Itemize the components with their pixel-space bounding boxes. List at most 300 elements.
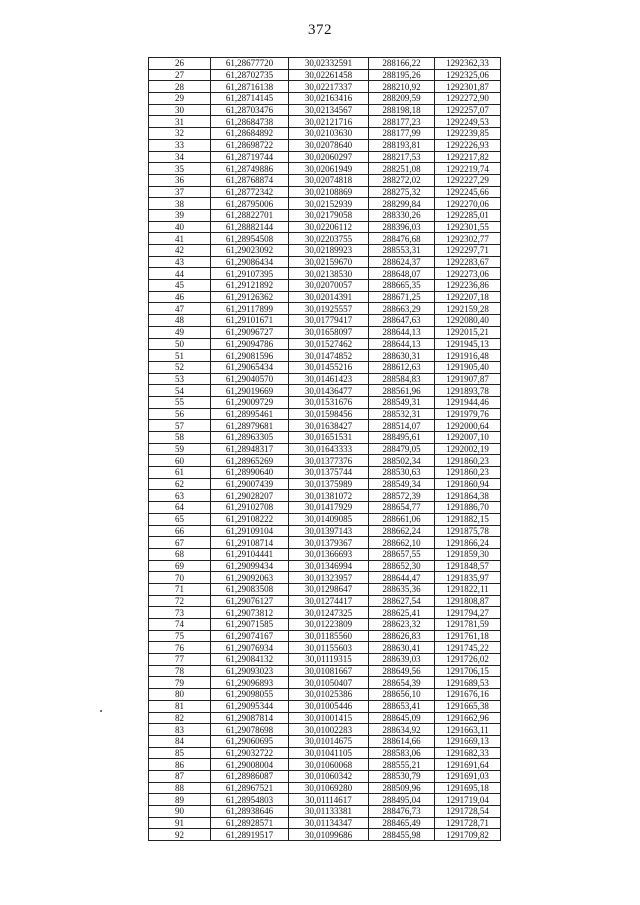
longitude-cell: 30,02078640 — [289, 139, 369, 151]
longitude-cell: 30,01041105 — [289, 747, 369, 759]
y-coordinate-cell: 1291728,54 — [435, 806, 501, 818]
point-number-cell: 64 — [149, 502, 211, 514]
latitude-cell: 61,29060695 — [211, 735, 289, 747]
latitude-cell: 61,29117899 — [211, 303, 289, 315]
latitude-cell: 61,28749886 — [211, 163, 289, 175]
table-row — [149, 700, 501, 712]
table-row — [149, 712, 501, 724]
x-coordinate-cell: 288626,83 — [369, 630, 435, 642]
point-number-cell: 92 — [149, 829, 211, 841]
longitude-cell: 30,01417929 — [289, 502, 369, 514]
latitude-cell: 61,28684892 — [211, 128, 289, 140]
point-number-cell: 32 — [149, 128, 211, 140]
y-coordinate-cell: 1292283,67 — [435, 256, 501, 268]
y-coordinate-cell: 1291691,03 — [435, 770, 501, 782]
longitude-cell: 30,02152939 — [289, 198, 369, 210]
point-number-cell: 37 — [149, 186, 211, 198]
point-number-cell: 57 — [149, 420, 211, 432]
coordinates-table-body — [149, 58, 501, 841]
latitude-cell: 61,29008004 — [211, 759, 289, 771]
latitude-cell: 61,28772342 — [211, 186, 289, 198]
y-coordinate-cell: 1291665,38 — [435, 700, 501, 712]
latitude-cell: 61,28967521 — [211, 782, 289, 794]
y-coordinate-cell: 1292245,66 — [435, 186, 501, 198]
y-coordinate-cell: 1292257,07 — [435, 104, 501, 116]
table-row — [149, 233, 501, 245]
table-row — [149, 724, 501, 736]
x-coordinate-cell: 288635,36 — [369, 583, 435, 595]
x-coordinate-cell: 288584,83 — [369, 373, 435, 385]
point-number-cell: 47 — [149, 303, 211, 315]
latitude-cell: 61,29108222 — [211, 513, 289, 525]
table-row — [149, 104, 501, 116]
point-number-cell: 91 — [149, 817, 211, 829]
longitude-cell: 30,01014675 — [289, 735, 369, 747]
table-row — [149, 408, 501, 420]
longitude-cell: 30,02206112 — [289, 221, 369, 233]
x-coordinate-cell: 288654,77 — [369, 502, 435, 514]
point-number-cell: 40 — [149, 221, 211, 233]
latitude-cell: 61,29076934 — [211, 642, 289, 654]
point-number-cell: 80 — [149, 689, 211, 701]
longitude-cell: 30,01375744 — [289, 467, 369, 479]
x-coordinate-cell: 288572,39 — [369, 490, 435, 502]
x-coordinate-cell: 288645,09 — [369, 712, 435, 724]
page-number: 372 — [308, 22, 332, 38]
table-row — [149, 759, 501, 771]
table-row — [149, 654, 501, 666]
latitude-cell: 61,29099434 — [211, 560, 289, 572]
point-number-cell: 75 — [149, 630, 211, 642]
latitude-cell: 61,29086434 — [211, 256, 289, 268]
latitude-cell: 61,28716138 — [211, 81, 289, 93]
longitude-cell: 30,02332591 — [289, 58, 369, 70]
x-coordinate-cell: 288514,07 — [369, 420, 435, 432]
table-row — [149, 572, 501, 584]
y-coordinate-cell: 1292270,06 — [435, 198, 501, 210]
table-row — [149, 513, 501, 525]
point-number-cell: 83 — [149, 724, 211, 736]
longitude-cell: 30,02179058 — [289, 209, 369, 221]
longitude-cell: 30,01223809 — [289, 619, 369, 631]
x-coordinate-cell: 288654,39 — [369, 677, 435, 689]
longitude-cell: 30,01455216 — [289, 361, 369, 373]
y-coordinate-cell: 1292227,29 — [435, 174, 501, 186]
table-row — [149, 338, 501, 350]
longitude-cell: 30,01366693 — [289, 548, 369, 560]
longitude-cell: 30,01155603 — [289, 642, 369, 654]
point-number-cell: 66 — [149, 525, 211, 537]
point-number-cell: 46 — [149, 291, 211, 303]
x-coordinate-cell: 288634,92 — [369, 724, 435, 736]
point-number-cell: 78 — [149, 665, 211, 677]
longitude-cell: 30,02217337 — [289, 81, 369, 93]
x-coordinate-cell: 288549,31 — [369, 396, 435, 408]
y-coordinate-cell: 1292239,85 — [435, 128, 501, 140]
x-coordinate-cell: 288299,84 — [369, 198, 435, 210]
x-coordinate-cell: 288330,26 — [369, 209, 435, 221]
latitude-cell: 61,28979681 — [211, 420, 289, 432]
longitude-cell: 30,02261458 — [289, 69, 369, 81]
latitude-cell: 61,29107395 — [211, 268, 289, 280]
x-coordinate-cell: 288662,10 — [369, 537, 435, 549]
longitude-cell: 30,01119315 — [289, 654, 369, 666]
x-coordinate-cell: 288662,24 — [369, 525, 435, 537]
x-coordinate-cell: 288177,99 — [369, 128, 435, 140]
x-coordinate-cell: 288549,34 — [369, 478, 435, 490]
latitude-cell: 61,28954508 — [211, 233, 289, 245]
longitude-cell: 30,01474852 — [289, 350, 369, 362]
table-row — [149, 583, 501, 595]
latitude-cell: 61,29102708 — [211, 502, 289, 514]
latitude-cell: 61,29121892 — [211, 280, 289, 292]
longitude-cell: 30,01069280 — [289, 782, 369, 794]
point-number-cell: 38 — [149, 198, 211, 210]
x-coordinate-cell: 288476,73 — [369, 806, 435, 818]
x-coordinate-cell: 288476,68 — [369, 233, 435, 245]
table-row — [149, 93, 501, 105]
x-coordinate-cell: 288555,21 — [369, 759, 435, 771]
latitude-cell: 61,29032722 — [211, 747, 289, 759]
longitude-cell: 30,01025386 — [289, 689, 369, 701]
table-row — [149, 432, 501, 444]
y-coordinate-cell: 1291979,76 — [435, 408, 501, 420]
point-number-cell: 67 — [149, 537, 211, 549]
longitude-cell: 30,02134567 — [289, 104, 369, 116]
point-number-cell: 71 — [149, 583, 211, 595]
y-coordinate-cell: 1291893,78 — [435, 385, 501, 397]
longitude-cell: 30,01436477 — [289, 385, 369, 397]
scan-speck — [100, 710, 102, 712]
table-row — [149, 256, 501, 268]
point-number-cell: 76 — [149, 642, 211, 654]
x-coordinate-cell: 288656,10 — [369, 689, 435, 701]
longitude-cell: 30,01134347 — [289, 817, 369, 829]
x-coordinate-cell: 288502,34 — [369, 455, 435, 467]
longitude-cell: 30,01461423 — [289, 373, 369, 385]
latitude-cell: 61,28986087 — [211, 770, 289, 782]
y-coordinate-cell: 1292007,10 — [435, 432, 501, 444]
x-coordinate-cell: 288195,26 — [369, 69, 435, 81]
point-number-cell: 86 — [149, 759, 211, 771]
table-row — [149, 128, 501, 140]
y-coordinate-cell: 1291689,53 — [435, 677, 501, 689]
longitude-cell: 30,01081667 — [289, 665, 369, 677]
point-number-cell: 31 — [149, 116, 211, 128]
longitude-cell: 30,02138530 — [289, 268, 369, 280]
y-coordinate-cell: 1291663,11 — [435, 724, 501, 736]
table-row — [149, 373, 501, 385]
table-row — [149, 81, 501, 93]
latitude-cell: 61,28948317 — [211, 443, 289, 455]
table-row — [149, 151, 501, 163]
table-row — [149, 630, 501, 642]
table-row — [149, 268, 501, 280]
x-coordinate-cell: 288663,29 — [369, 303, 435, 315]
y-coordinate-cell: 1291761,18 — [435, 630, 501, 642]
y-coordinate-cell: 1291781,59 — [435, 619, 501, 631]
point-number-cell: 85 — [149, 747, 211, 759]
latitude-cell: 61,28928571 — [211, 817, 289, 829]
point-number-cell: 30 — [149, 104, 211, 116]
table-row — [149, 782, 501, 794]
x-coordinate-cell: 288495,04 — [369, 794, 435, 806]
latitude-cell: 61,29108714 — [211, 537, 289, 549]
longitude-cell: 30,01531676 — [289, 396, 369, 408]
y-coordinate-cell: 1292273,06 — [435, 268, 501, 280]
point-number-cell: 61 — [149, 467, 211, 479]
x-coordinate-cell: 288652,30 — [369, 560, 435, 572]
table-row — [149, 665, 501, 677]
y-coordinate-cell: 1291860,94 — [435, 478, 501, 490]
longitude-cell: 30,01409085 — [289, 513, 369, 525]
longitude-cell: 30,01651531 — [289, 432, 369, 444]
x-coordinate-cell: 288251,08 — [369, 163, 435, 175]
x-coordinate-cell: 288653,41 — [369, 700, 435, 712]
x-coordinate-cell: 288166,22 — [369, 58, 435, 70]
longitude-cell: 30,01099686 — [289, 829, 369, 841]
point-number-cell: 35 — [149, 163, 211, 175]
point-number-cell: 29 — [149, 93, 211, 105]
point-number-cell: 49 — [149, 326, 211, 338]
table-row — [149, 455, 501, 467]
table-row — [149, 735, 501, 747]
latitude-cell: 61,29095344 — [211, 700, 289, 712]
y-coordinate-cell: 1292080,40 — [435, 315, 501, 327]
table-row — [149, 689, 501, 701]
table-row — [149, 221, 501, 233]
x-coordinate-cell: 288217,53 — [369, 151, 435, 163]
table-row — [149, 490, 501, 502]
table-row — [149, 829, 501, 841]
x-coordinate-cell: 288530,79 — [369, 770, 435, 782]
point-number-cell: 44 — [149, 268, 211, 280]
y-coordinate-cell: 1291859,30 — [435, 548, 501, 560]
latitude-cell: 61,28995461 — [211, 408, 289, 420]
table-row — [149, 186, 501, 198]
y-coordinate-cell: 1292226,93 — [435, 139, 501, 151]
longitude-cell: 30,02108869 — [289, 186, 369, 198]
y-coordinate-cell: 1292301,55 — [435, 221, 501, 233]
longitude-cell: 30,01925557 — [289, 303, 369, 315]
longitude-cell: 30,02070057 — [289, 280, 369, 292]
table-row — [149, 478, 501, 490]
latitude-cell: 61,29094786 — [211, 338, 289, 350]
longitude-cell: 30,01274417 — [289, 595, 369, 607]
y-coordinate-cell: 1291719,04 — [435, 794, 501, 806]
longitude-cell: 30,01002283 — [289, 724, 369, 736]
x-coordinate-cell: 288614,66 — [369, 735, 435, 747]
point-number-cell: 54 — [149, 385, 211, 397]
x-coordinate-cell: 288455,98 — [369, 829, 435, 841]
x-coordinate-cell: 288553,31 — [369, 245, 435, 257]
y-coordinate-cell: 1291669,13 — [435, 735, 501, 747]
point-number-cell: 33 — [149, 139, 211, 151]
longitude-cell: 30,01133381 — [289, 806, 369, 818]
y-coordinate-cell: 1291691,64 — [435, 759, 501, 771]
x-coordinate-cell: 288177,23 — [369, 116, 435, 128]
latitude-cell: 61,28822701 — [211, 209, 289, 221]
x-coordinate-cell: 288495,61 — [369, 432, 435, 444]
latitude-cell: 61,29081596 — [211, 350, 289, 362]
y-coordinate-cell: 1291916,48 — [435, 350, 501, 362]
table-row — [149, 548, 501, 560]
table-row — [149, 537, 501, 549]
x-coordinate-cell: 288275,32 — [369, 186, 435, 198]
latitude-cell: 61,28698722 — [211, 139, 289, 151]
latitude-cell: 61,28768874 — [211, 174, 289, 186]
point-number-cell: 59 — [149, 443, 211, 455]
x-coordinate-cell: 288465,49 — [369, 817, 435, 829]
y-coordinate-cell: 1291676,16 — [435, 689, 501, 701]
table-row — [149, 607, 501, 619]
table-row — [149, 794, 501, 806]
table-row — [149, 385, 501, 397]
latitude-cell: 61,29126362 — [211, 291, 289, 303]
point-number-cell: 77 — [149, 654, 211, 666]
latitude-cell: 61,29104441 — [211, 548, 289, 560]
table-row — [149, 443, 501, 455]
x-coordinate-cell: 288644,13 — [369, 326, 435, 338]
longitude-cell: 30,01397143 — [289, 525, 369, 537]
latitude-cell: 61,28938646 — [211, 806, 289, 818]
x-coordinate-cell: 288612,63 — [369, 361, 435, 373]
latitude-cell: 61,28919517 — [211, 829, 289, 841]
point-number-cell: 62 — [149, 478, 211, 490]
table-row — [149, 116, 501, 128]
y-coordinate-cell: 1292302,77 — [435, 233, 501, 245]
y-coordinate-cell: 1291866,24 — [435, 537, 501, 549]
x-coordinate-cell: 288396,03 — [369, 221, 435, 233]
x-coordinate-cell: 288209,59 — [369, 93, 435, 105]
latitude-cell: 61,29009729 — [211, 396, 289, 408]
x-coordinate-cell: 288210,92 — [369, 81, 435, 93]
y-coordinate-cell: 1292297,71 — [435, 245, 501, 257]
point-number-cell: 88 — [149, 782, 211, 794]
y-coordinate-cell: 1291945,13 — [435, 338, 501, 350]
point-number-cell: 73 — [149, 607, 211, 619]
point-number-cell: 39 — [149, 209, 211, 221]
point-number-cell: 70 — [149, 572, 211, 584]
x-coordinate-cell: 288644,47 — [369, 572, 435, 584]
x-coordinate-cell: 288198,18 — [369, 104, 435, 116]
table-row — [149, 58, 501, 70]
y-coordinate-cell: 1291882,15 — [435, 513, 501, 525]
latitude-cell: 61,28963305 — [211, 432, 289, 444]
x-coordinate-cell: 288624,37 — [369, 256, 435, 268]
x-coordinate-cell: 288561,96 — [369, 385, 435, 397]
x-coordinate-cell: 288665,35 — [369, 280, 435, 292]
y-coordinate-cell: 1291907,87 — [435, 373, 501, 385]
latitude-cell: 61,29096893 — [211, 677, 289, 689]
point-number-cell: 48 — [149, 315, 211, 327]
x-coordinate-cell: 288509,96 — [369, 782, 435, 794]
point-number-cell: 27 — [149, 69, 211, 81]
point-number-cell: 84 — [149, 735, 211, 747]
latitude-cell: 61,29074167 — [211, 630, 289, 642]
y-coordinate-cell: 1292272,90 — [435, 93, 501, 105]
latitude-cell: 61,29083508 — [211, 583, 289, 595]
point-number-cell: 90 — [149, 806, 211, 818]
table-row — [149, 770, 501, 782]
latitude-cell: 61,29098055 — [211, 689, 289, 701]
table-row — [149, 420, 501, 432]
x-coordinate-cell: 288479,05 — [369, 443, 435, 455]
latitude-cell: 61,29087814 — [211, 712, 289, 724]
x-coordinate-cell: 288661,06 — [369, 513, 435, 525]
longitude-cell: 30,01060068 — [289, 759, 369, 771]
table-row — [149, 817, 501, 829]
point-number-cell: 60 — [149, 455, 211, 467]
table-row — [149, 280, 501, 292]
x-coordinate-cell: 288623,32 — [369, 619, 435, 631]
latitude-cell: 61,29073812 — [211, 607, 289, 619]
longitude-cell: 30,01001415 — [289, 712, 369, 724]
y-coordinate-cell: 1292015,21 — [435, 326, 501, 338]
longitude-cell: 30,02163416 — [289, 93, 369, 105]
longitude-cell: 30,01247325 — [289, 607, 369, 619]
longitude-cell: 30,01060342 — [289, 770, 369, 782]
coordinates-table — [148, 57, 501, 841]
y-coordinate-cell: 1291728,71 — [435, 817, 501, 829]
table-row — [149, 174, 501, 186]
longitude-cell: 30,01346994 — [289, 560, 369, 572]
x-coordinate-cell: 288625,41 — [369, 607, 435, 619]
longitude-cell: 30,01050407 — [289, 677, 369, 689]
y-coordinate-cell: 1292249,53 — [435, 116, 501, 128]
latitude-cell: 61,28702735 — [211, 69, 289, 81]
y-coordinate-cell: 1291662,96 — [435, 712, 501, 724]
y-coordinate-cell: 1291860,23 — [435, 467, 501, 479]
longitude-cell: 30,01323957 — [289, 572, 369, 584]
latitude-cell: 61,29023092 — [211, 245, 289, 257]
point-number-cell: 68 — [149, 548, 211, 560]
table-row — [149, 291, 501, 303]
latitude-cell: 61,29101671 — [211, 315, 289, 327]
longitude-cell: 30,01298647 — [289, 583, 369, 595]
table-row — [149, 198, 501, 210]
y-coordinate-cell: 1291905,40 — [435, 361, 501, 373]
latitude-cell: 61,28795006 — [211, 198, 289, 210]
latitude-cell: 61,28684738 — [211, 116, 289, 128]
point-number-cell: 79 — [149, 677, 211, 689]
y-coordinate-cell: 1291848,57 — [435, 560, 501, 572]
longitude-cell: 30,01114617 — [289, 794, 369, 806]
latitude-cell: 61,29084132 — [211, 654, 289, 666]
y-coordinate-cell: 1291695,18 — [435, 782, 501, 794]
latitude-cell: 61,29109104 — [211, 525, 289, 537]
longitude-cell: 30,02121716 — [289, 116, 369, 128]
table-row — [149, 361, 501, 373]
x-coordinate-cell: 288630,31 — [369, 350, 435, 362]
x-coordinate-cell: 288272,02 — [369, 174, 435, 186]
latitude-cell: 61,28719744 — [211, 151, 289, 163]
y-coordinate-cell: 1292207,18 — [435, 291, 501, 303]
longitude-cell: 30,01779417 — [289, 315, 369, 327]
x-coordinate-cell: 288583,06 — [369, 747, 435, 759]
y-coordinate-cell: 1291944,46 — [435, 396, 501, 408]
longitude-cell: 30,01643333 — [289, 443, 369, 455]
longitude-cell: 30,02074818 — [289, 174, 369, 186]
point-number-cell: 28 — [149, 81, 211, 93]
table-row — [149, 209, 501, 221]
table-row — [149, 560, 501, 572]
table-row — [149, 595, 501, 607]
y-coordinate-cell: 1292217,82 — [435, 151, 501, 163]
table-row — [149, 747, 501, 759]
table-row — [149, 315, 501, 327]
point-number-cell: 45 — [149, 280, 211, 292]
